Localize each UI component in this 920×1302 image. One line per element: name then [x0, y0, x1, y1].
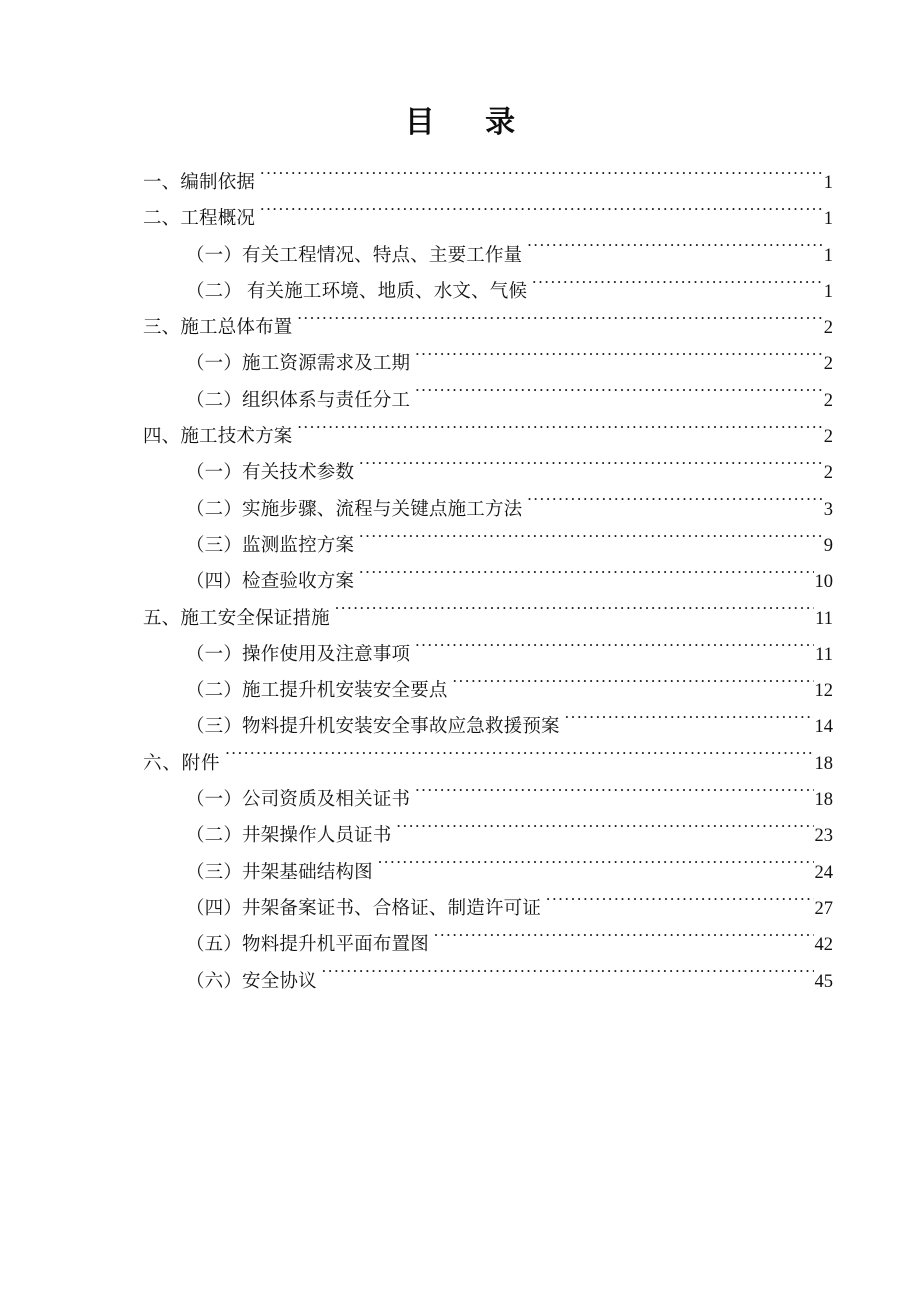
toc-entry-label: （一）公司资质及相关证书: [186, 790, 411, 811]
toc-entry-page-number: 45: [814, 971, 833, 992]
toc-dot-leader: [415, 387, 823, 406]
toc-entry[interactable]: [143, 673, 833, 709]
page-title: 目 录: [404, 106, 526, 139]
toc-entry-label: （一）有关工程情况、特点、主要工作量: [186, 245, 523, 266]
toc-entry-page-number: 1: [823, 245, 833, 266]
toc-entry-page-number: 18: [814, 790, 833, 811]
toc-entry-page-number: 2: [823, 390, 833, 411]
toc-entry-label: （二） 有关施工环境、地质、水文、气候: [186, 281, 528, 302]
table-of-contents: [143, 165, 833, 1000]
toc-entry[interactable]: [143, 238, 833, 274]
toc-entry[interactable]: [143, 492, 833, 528]
toc-dot-leader: [415, 351, 823, 370]
toc-entry-label: （四）检查验收方案: [186, 572, 355, 593]
toc-entry[interactable]: [143, 165, 833, 201]
toc-entry-label: （三）物料提升机安装安全事故应急救援预案: [186, 717, 560, 738]
toc-entry[interactable]: [143, 346, 833, 382]
toc-entry-label: 四、施工技术方案: [143, 427, 293, 448]
toc-entry-page-number: 10: [814, 572, 833, 593]
toc-entry[interactable]: [143, 927, 833, 963]
toc-dot-leader: [527, 496, 822, 515]
toc-entry-page-number: 14: [814, 717, 833, 738]
toc-entry[interactable]: [143, 419, 833, 455]
toc-entry-page-number: 2: [823, 318, 833, 339]
toc-dot-leader: [397, 823, 814, 842]
toc-dot-leader: [297, 424, 822, 443]
toc-entry-label: （二）井架操作人员证书: [186, 826, 392, 847]
toc-entry[interactable]: [143, 274, 833, 310]
toc-dot-leader: [546, 895, 813, 914]
toc-entry-page-number: 12: [814, 681, 833, 702]
toc-entry[interactable]: [143, 964, 833, 1000]
toc-entry[interactable]: [143, 455, 833, 491]
toc-entry-label: （二）组织体系与责任分工: [186, 390, 411, 411]
toc-entry-label: （五）物料提升机平面布置图: [186, 935, 429, 956]
toc-dot-leader: [378, 859, 814, 878]
toc-entry[interactable]: [143, 601, 833, 637]
toc-entry-label: 五、施工安全保证措施: [143, 608, 330, 629]
toc-entry[interactable]: [143, 891, 833, 927]
toc-entry-label: （三）监测监控方案: [186, 535, 355, 556]
toc-entry-label: （六）安全协议: [186, 971, 317, 992]
toc-dot-leader: [453, 678, 814, 697]
toc-entry[interactable]: [143, 528, 833, 564]
toc-dot-leader: [297, 315, 822, 334]
toc-entry-page-number: 3: [823, 499, 833, 520]
toc-dot-leader: [335, 605, 814, 624]
toc-dot-leader: [359, 532, 823, 551]
toc-entry-page-number: 27: [814, 898, 833, 919]
toc-dot-leader: [322, 968, 814, 987]
toc-entry[interactable]: [143, 383, 833, 419]
toc-entry[interactable]: [143, 310, 833, 346]
toc-entry-page-number: 11: [815, 644, 833, 665]
toc-entry-label: （四）井架备案证书、合格证、制造许可证: [186, 898, 542, 919]
toc-dot-leader: [415, 787, 813, 806]
toc-entry-page-number: 1: [823, 281, 833, 302]
toc-entry-page-number: 18: [814, 753, 833, 774]
toc-entry[interactable]: [143, 201, 833, 237]
toc-entry-page-number: 1: [823, 209, 833, 230]
toc-dot-leader: [527, 242, 822, 261]
toc-entry-label: （二）实施步骤、流程与关键点施工方法: [186, 499, 523, 520]
toc-entry-page-number: 1: [823, 173, 833, 193]
toc-entry-page-number: 2: [823, 463, 833, 484]
toc-dot-leader: [532, 278, 823, 297]
toc-entry-page-number: 42: [814, 935, 833, 956]
toc-entry-page-number: 9: [823, 535, 833, 556]
toc-entry[interactable]: [143, 637, 833, 673]
toc-entry-label: （一）施工资源需求及工期: [186, 354, 411, 375]
toc-entry-page-number: 23: [814, 826, 833, 847]
toc-entry-label: 六、附件: [143, 753, 221, 774]
toc-entry-label: （一）操作使用及注意事项: [186, 644, 411, 665]
toc-dot-leader: [434, 932, 814, 951]
toc-entry-page-number: 24: [814, 862, 833, 883]
toc-entry-label: （一）有关技术参数: [186, 463, 355, 484]
toc-dot-leader: [415, 641, 814, 660]
toc-entry-label: 一、编制依据: [143, 173, 256, 193]
toc-dot-leader: [565, 714, 814, 733]
toc-dot-leader: [225, 750, 813, 769]
toc-entry[interactable]: [143, 855, 833, 891]
toc-entry-page-number: 2: [823, 354, 833, 375]
toc-entry-page-number: 2: [823, 427, 833, 448]
toc-entry-label: 二、工程概况: [143, 209, 256, 230]
toc-entry-page-number: 11: [815, 608, 833, 629]
toc-entry-label: （三）井架基础结构图: [186, 862, 373, 883]
toc-entry[interactable]: [143, 818, 833, 854]
toc-entry-label: （二）施工提升机安装安全要点: [186, 681, 448, 702]
toc-entry[interactable]: [143, 709, 833, 745]
toc-entry[interactable]: [143, 564, 833, 600]
toc-entry[interactable]: [143, 746, 833, 782]
toc-dot-leader: [260, 206, 823, 225]
toc-dot-leader: [359, 569, 813, 588]
toc-entry[interactable]: [143, 782, 833, 818]
toc-entry-label: 三、施工总体布置: [143, 318, 293, 339]
toc-dot-leader: [260, 170, 823, 189]
toc-dot-leader: [359, 460, 823, 479]
